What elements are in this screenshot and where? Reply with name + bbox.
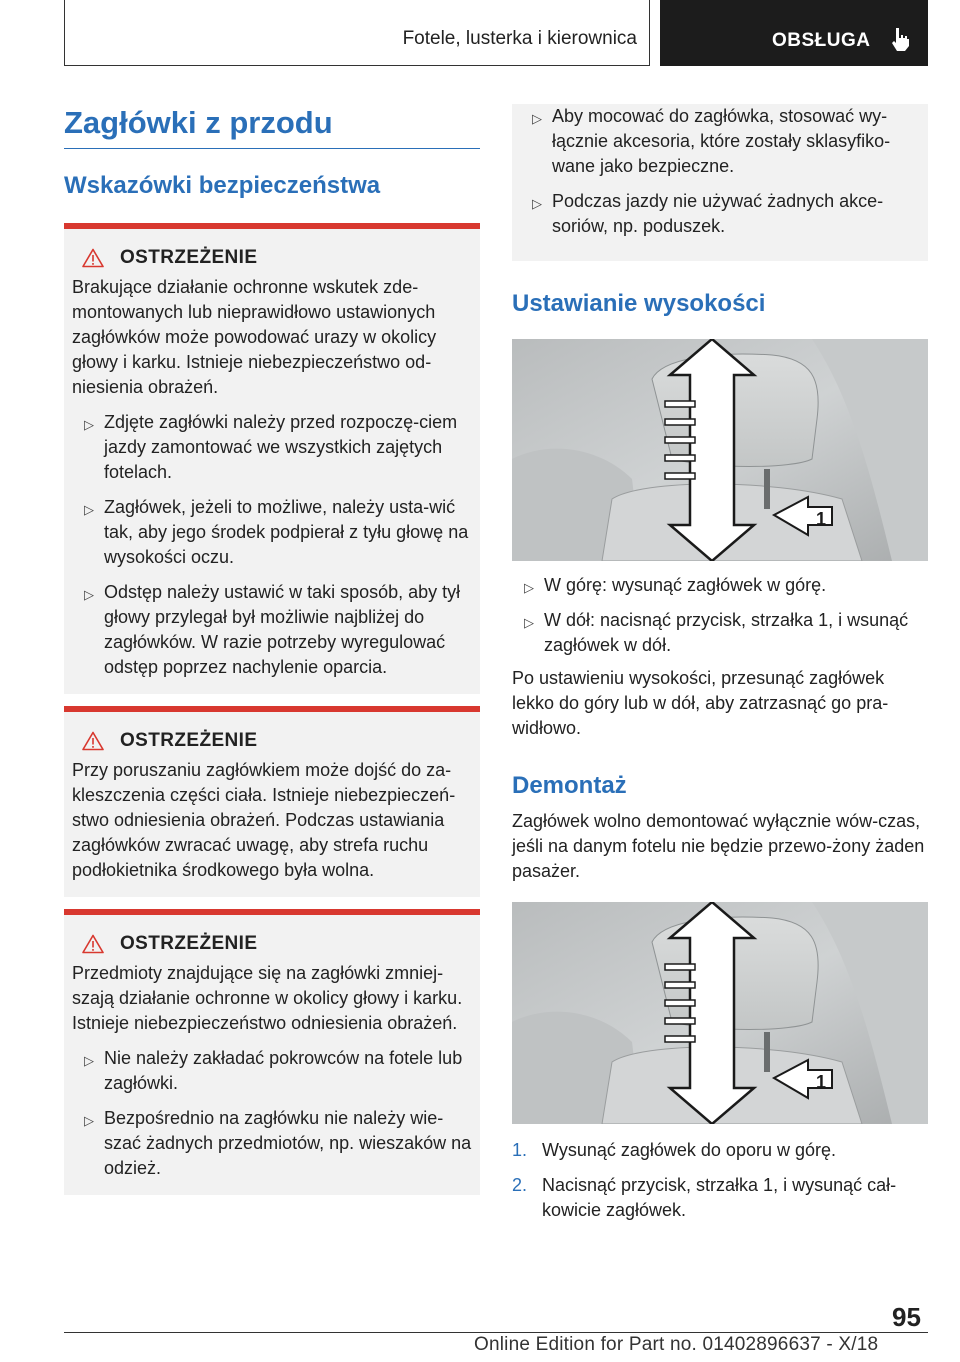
height-section-title: Ustawianie wysokości — [512, 290, 766, 317]
list-item-text: W dół: nacisnąć przycisk, strzałka 1, i wsunąć zagłówek w dół. — [544, 610, 909, 655]
bullet-triangle-icon: ▷ — [524, 580, 534, 595]
page-number: 95 — [892, 1302, 921, 1332]
list-item-text: Nacisnąć przycisk, strzałka 1, i wysunąć cał-kowicie zagłówek. — [542, 1175, 897, 1220]
list-item-text: W górę: wysunąć zagłówek w górę. — [544, 575, 827, 595]
warning-header — [72, 931, 472, 957]
header-chapter-label: OBSŁUGA — [772, 30, 871, 51]
right-column — [512, 104, 928, 1233]
list-item — [520, 104, 920, 179]
warning-text: Brakujące działanie ochronne wskutek zde-montowanych lub nieprawidłowo ustawionych zagłówków może powodować urazy w okolicy głowy i karku. Istnieje niebezpieczeństwo od-niesienia obrażeń. — [72, 277, 437, 397]
step-number: 1. — [512, 1140, 528, 1160]
list-item-text: Bezpośrednio na zagłówku nie należy wie-szać żadnych przedmiotów, np. wieszaków na odzież. — [104, 1108, 472, 1178]
footer-divider — [64, 1332, 928, 1333]
height-note: Po ustawieniu wysokości, przesunąć zagłówek lekko do góry lub w dół, aby zatrzasnąć go pra-widłowo. — [512, 668, 889, 738]
removal-text: Zagłówek wolno demontować wyłącznie wów-czas, jeśli na danym fotelu nie będzie przewo-żony żaden pasażer. — [512, 811, 925, 881]
header-section-box — [64, 0, 650, 66]
list-item-text: Odstęp należy ustawić w taki sposób, aby tył głowy przylegał był możliwie najbliżej do zagłówków. W razie potrzeby wyregulować odstęp poprzez nachylenie oparcia. — [104, 582, 461, 677]
step-number: 2. — [512, 1175, 528, 1195]
bullet-triangle-icon: ▷ — [524, 615, 534, 630]
figure-callout-label: 1 — [816, 1072, 827, 1092]
list-item-text: Podczas jazdy nie używać żadnych akce-soriów, np. poduszek. — [552, 191, 884, 236]
warning-text: Przedmioty znajdujące się na zagłówki zmniej-szają działanie ochronne w okolicy głowy i karku. Istnieje niebezpieczeństwo odniesienia obrażeń. — [72, 963, 463, 1033]
removal-section-title: Demontaż — [512, 772, 627, 799]
bullet-triangle-icon: ▷ — [84, 1053, 94, 1068]
bullet-triangle-icon: ▷ — [532, 196, 542, 211]
warning-list — [72, 410, 472, 680]
left-column — [64, 104, 480, 1195]
warning-triangle-icon — [82, 248, 104, 268]
list-item — [72, 580, 472, 680]
list-item — [72, 410, 472, 485]
height-list — [512, 573, 928, 658]
warning-triangle-icon — [82, 731, 104, 751]
warning-box — [64, 706, 480, 897]
warning-heading: OSTRZEŻENIE — [120, 730, 258, 751]
bullet-triangle-icon: ▷ — [532, 111, 542, 126]
safety-section-title: Wskazówki bezpieczeństwa — [64, 172, 381, 199]
list-item — [512, 573, 928, 598]
list-item-text: Nie należy zakładać pokrowców na fotele lub zagłówki. — [104, 1048, 463, 1093]
footer-edition-text: Online Edition for Part no. 01402896637 - X/18 — [474, 1334, 879, 1355]
list-item — [512, 1138, 928, 1163]
header-chapter-box — [660, 0, 928, 66]
warning-box — [64, 223, 480, 694]
removal-steps — [512, 1138, 928, 1223]
list-item-text: Wysunąć zagłówek do oporu w górę. — [542, 1140, 836, 1160]
bullet-triangle-icon: ▷ — [84, 1113, 94, 1128]
list-item-text: Aby mocować do zagłówka, stosować wy-łącznie akcesoria, które zostały sklasyfiko-wane jako bezpieczne. — [552, 106, 891, 176]
list-item — [72, 1106, 472, 1181]
headrest-height-figure — [512, 339, 928, 561]
hand-pointer-icon — [890, 26, 912, 52]
headrest-removal-figure — [512, 902, 928, 1124]
header-section-title: Fotele, lusterka i kierownica — [402, 28, 637, 49]
warning-list — [520, 104, 920, 239]
list-item — [72, 1046, 472, 1096]
warning-list — [72, 1046, 472, 1181]
warning-box — [64, 909, 480, 1195]
warning-heading: OSTRZEŻENIE — [120, 247, 258, 268]
list-item-text: Zagłówek, jeżeli to możliwe, należy usta-wić tak, aby jego środek podpierał z tyłu głowę na wysokości oczu. — [104, 497, 469, 567]
warning-heading: OSTRZEŻENIE — [120, 933, 258, 954]
warning-continuation-box — [512, 104, 928, 261]
list-item — [512, 608, 928, 658]
page-header — [64, 0, 928, 66]
page-title: Zagłówki z przodu — [64, 104, 480, 149]
list-item — [520, 189, 920, 239]
list-item — [72, 495, 472, 570]
figure-callout-label: 1 — [816, 509, 827, 529]
bullet-triangle-icon: ▷ — [84, 587, 94, 602]
bullet-triangle-icon: ▷ — [84, 502, 94, 517]
warning-header — [72, 728, 472, 754]
list-item-text: Zdjęte zagłówki należy przed rozpoczę-ciem jazdy zamontować we wszystkich zajętych fotelach. — [104, 412, 458, 482]
warning-text: Przy poruszaniu zagłówkiem może dojść do za-kleszczenia części ciała. Istnieje niebezpieczeń-stwo odniesienia obrażeń. Podczas ustawiania zagłówków zwracać uwagę, aby strefa ruchu podłokietnika środkowego była wolna. — [72, 760, 456, 880]
bullet-triangle-icon: ▷ — [84, 417, 94, 432]
list-item — [512, 1173, 928, 1223]
warning-header — [72, 245, 472, 271]
warning-triangle-icon — [82, 934, 104, 954]
